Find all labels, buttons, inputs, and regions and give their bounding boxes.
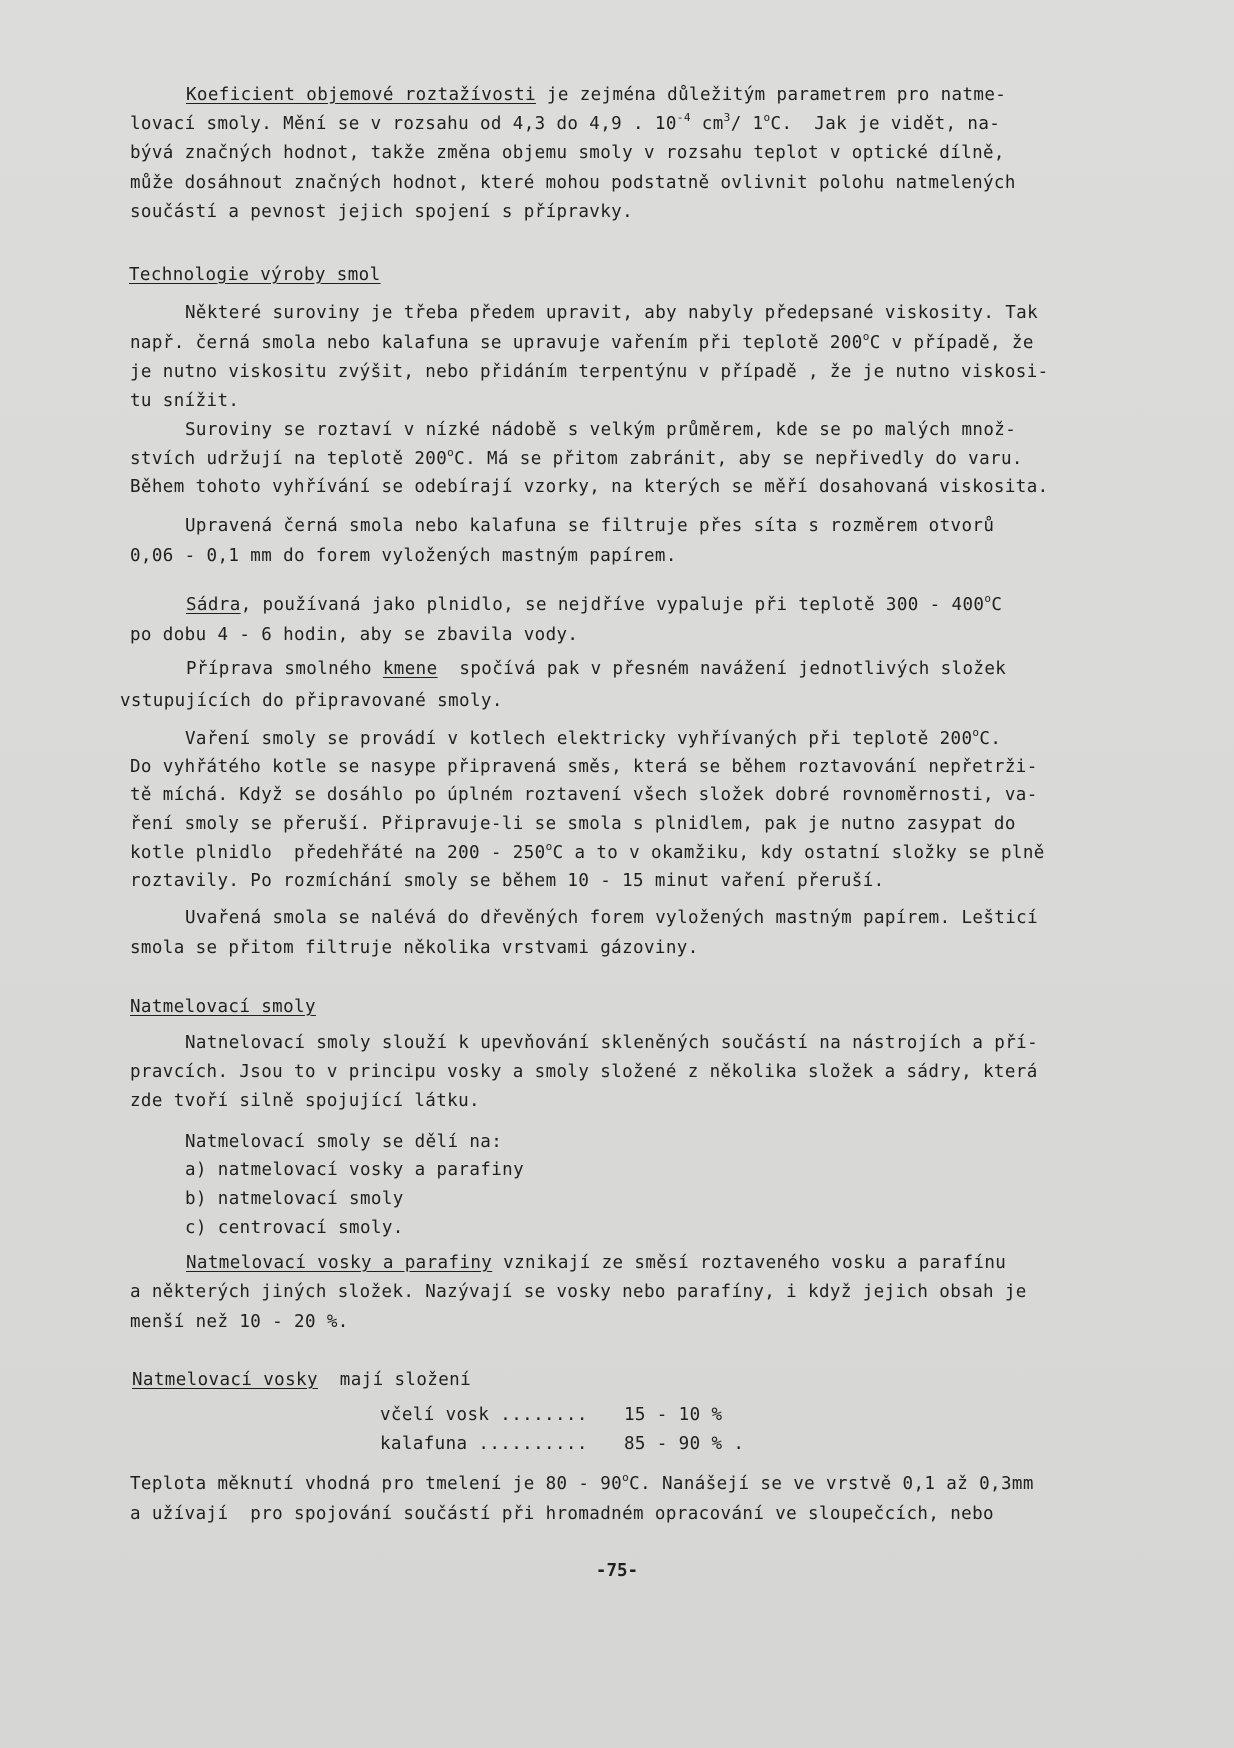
p10-line-1: Natmelovací vosky a parafiny vznikají ze směsí roztaveného vosku a parafínu bbox=[186, 1253, 1007, 1273]
p2-line-2: např. černá smola nebo kalafuna se upravuje vařením při teplotě 200$^o$C v případě, že bbox=[130, 330, 1034, 353]
list-item-c: c) centrovací smoly. bbox=[185, 1218, 404, 1238]
section-heading-natmelovaci-vosky: Natmelovací vosky mají složení bbox=[132, 1370, 472, 1390]
list-item-b: b) natmelovací smoly bbox=[185, 1189, 404, 1209]
table-cell-value: 85 - 90 % . bbox=[624, 1434, 745, 1454]
p9-line-3: zde tvoří silně spojující látku. bbox=[130, 1091, 480, 1111]
list-intro: Natmelovací smoly se dělí na: bbox=[185, 1132, 503, 1152]
p7-line-1: Vaření smoly se provádí v kotlech elektricky vyhřívaných při teplotě 200$^o$C. bbox=[185, 726, 1002, 749]
table-cell-name: kalafuna .......... bbox=[380, 1434, 588, 1454]
p7-line-2: Do vyhřátého kotle se nasype připravená směs, která se během roztavování nepřetrži- bbox=[130, 757, 1038, 777]
term-kmene: kmene bbox=[382, 659, 438, 679]
term-natmelovaci-vosky-a-parafiny: Natmelovací vosky a parafiny bbox=[186, 1253, 493, 1273]
p6-line-2: vstupujících do připravované smoly. bbox=[120, 691, 503, 711]
p1-line-1: Koeficient objemové roztažívosti je zejména důležitým parametrem pro natme- bbox=[186, 85, 1007, 105]
term-koeficient: Koeficient objemové roztažívosti bbox=[186, 85, 536, 105]
section-heading-technologie: Technologie výroby smol bbox=[129, 265, 381, 285]
p5-line-2: po dobu 4 - 6 hodin, aby se zbavila vody. bbox=[130, 625, 579, 645]
p7-line-4: ření smoly se přeruší. Připravuje-li se smola s plnidlem, pak je nutno zasypat do bbox=[130, 814, 1016, 834]
table-cell-name: včelí vosk ........ bbox=[380, 1405, 588, 1425]
p11-line-2: a užívají pro spojování součástí při hromadném opracování ve sloupečcích, nebo bbox=[130, 1504, 994, 1524]
term-sadra: Sádra bbox=[186, 595, 241, 615]
p3-line-2: stvích udržují na teplotě 200$^o$C. Má se přitom zabránit, aby se nepřivedly do varu. bbox=[130, 446, 1023, 469]
p5-line-1: Sádra, používaná jako plnidlo, se nejdříve vypaluje při teplotě 300 - 400$^o$C bbox=[186, 592, 1003, 615]
table-cell-value: 15 - 10 % bbox=[624, 1405, 723, 1425]
p6-line-1: Příprava smolného kmene spočívá pak v přesném navážení jednotlivých složek bbox=[186, 659, 1007, 679]
p2-line-4: tu snížit. bbox=[130, 391, 240, 411]
p9-line-2: pravcích. Jsou to v principu vosky a smoly složené z několika složek a sádry, která bbox=[130, 1062, 1038, 1082]
section-heading-natmelovaci-smoly: Natmelovací smoly bbox=[130, 997, 316, 1017]
p11-line-1: Teplota měknutí vhodná pro tmelení je 80 - 90$^o$C. Nanášejí se ve vrstvě 0,1 až 0,3mm bbox=[130, 1471, 1034, 1494]
p3-line-3: Během tohoto vyhřívání se odebírají vzorky, na kterých se měří dosahovaná viskosita. bbox=[130, 477, 1049, 497]
list-item-a: a) natmelovací vosky a parafiny bbox=[185, 1160, 525, 1180]
p10-line-3: menší než 10 - 20 %. bbox=[130, 1312, 349, 1332]
page-number: -75- bbox=[595, 1561, 639, 1581]
p8-line-1: Uvařená smola se nalévá do dřevěných forem vyložených mastným papírem. Lešticí bbox=[185, 908, 1038, 928]
table-row bbox=[380, 1404, 588, 1426]
p7-line-3: tě míchá. Když se dosáhlo po úplném roztavení všech složek dobré rovnoměrnosti, va- bbox=[130, 785, 1038, 805]
p1-line-5: součástí a pevnost jejich spojení s přípravky. bbox=[130, 202, 634, 222]
p4-line-1: Upravená černá smola nebo kalafuna se filtruje přes síta s rozměrem otvorů bbox=[185, 516, 995, 536]
p2-line-3: je nutno viskositu zvýšit, nebo přidáním terpentýnu v případě , že je nutno viskosi- bbox=[130, 362, 1049, 382]
table-row bbox=[380, 1433, 588, 1455]
p3-line-1: Suroviny se roztaví v nízké nádobě s velkým průměrem, kde se po malých množ- bbox=[185, 420, 1017, 440]
p10-line-2: a některých jiných složek. Nazývají se vosky nebo parafíny, i když jejich obsah je bbox=[130, 1282, 1027, 1302]
p2-line-1: Některé suroviny je třeba předem upravit, aby nabyly předepsané viskosity. Tak bbox=[185, 303, 1038, 323]
p7-line-6: roztavily. Po rozmíchání smoly se během 10 - 15 minut vaření přeruší. bbox=[130, 871, 885, 891]
p7-line-5: kotle plnidlo předehřáté na 200 - 250$^o$C a to v okamžiku, kdy ostatní složky se plně bbox=[130, 840, 1045, 863]
p4-line-2: 0,06 - 0,1 mm do forem vyložených mastným papírem. bbox=[130, 546, 677, 566]
p1-line-2: lovací smoly. Mění se v rozsahu od 4,3 do 4,9 . $10^{-4}$ $cm^3/$ 1$^o$C. Jak je vidět, na- bbox=[130, 111, 1001, 134]
p8-line-2: smola se přitom filtruje několika vrstvami gázoviny. bbox=[130, 938, 699, 958]
p1-line-3: bývá značných hodnot, takže změna objemu smoly v rozsahu teplot v optické dílně, bbox=[130, 143, 1005, 163]
p9-line-1: Natnelovací smoly slouží k upevňování skleněných součástí na nástrojích a pří- bbox=[185, 1033, 1038, 1053]
p1-line-4: může dosáhnout značných hodnot, které mohou podstatně ovlivnit polohu natmelených bbox=[130, 173, 1016, 193]
